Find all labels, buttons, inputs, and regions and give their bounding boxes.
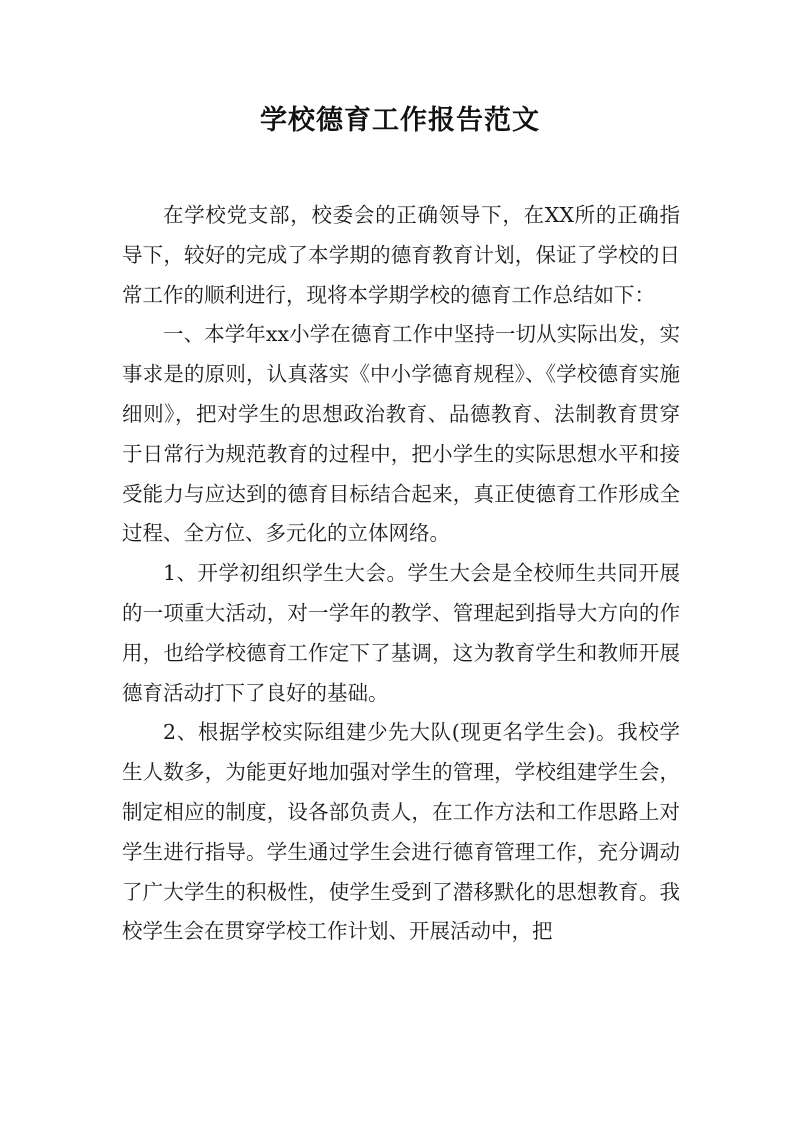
paragraph-item-2: 2、根据学校实际组建少先大队(现更名学生会)。我校学生人数多，为能更好地加强对学生的管理，学校组建学生会，制定相应的制度，设各部负责人，在工作方法和工作思路上对学生进行指导。学生通过学生会进行德育管理工作，充分调动了广大学生的积极性，使学生受到了潜移默化的思想教育。我校学生会在贯穿学校工作计划、开展活动中，把	[122, 720, 680, 944]
paragraph-section-one: 一、本学年xx小学在德育工作中坚持一切从实际出发，实事求是的原则，认真落实《中小学德育规程》、《学校德育实施细则》，把对学生的思想政治教育、品德教育、法制教育贯穿于日常行为规范教育的过程中，把小学生的实际思想水平和接受能力与应达到的德育目标结合起来，真正使德育工作形成全过程、全方位、多元化的立体网络。	[122, 322, 680, 546]
document-body	[122, 196, 680, 952]
paragraph-item-1: 1、开学初组织学生大会。学生大会是全校师生共同开展的一项重大活动，对一学年的教学、管理起到指导大方向的作用，也给学校德育工作定下了基调，这为教育学生和教师开展德育活动打下了良好的基础。	[122, 561, 680, 705]
paragraph-intro: 在学校党支部，校委会的正确领导下，在XX所的正确指导下，较好的完成了本学期的德育教育计划，保证了学校的日常工作的顺利进行，现将本学期学校的德育工作总结如下：	[122, 203, 680, 307]
document-title: 学校德育工作报告范文	[260, 105, 540, 136]
